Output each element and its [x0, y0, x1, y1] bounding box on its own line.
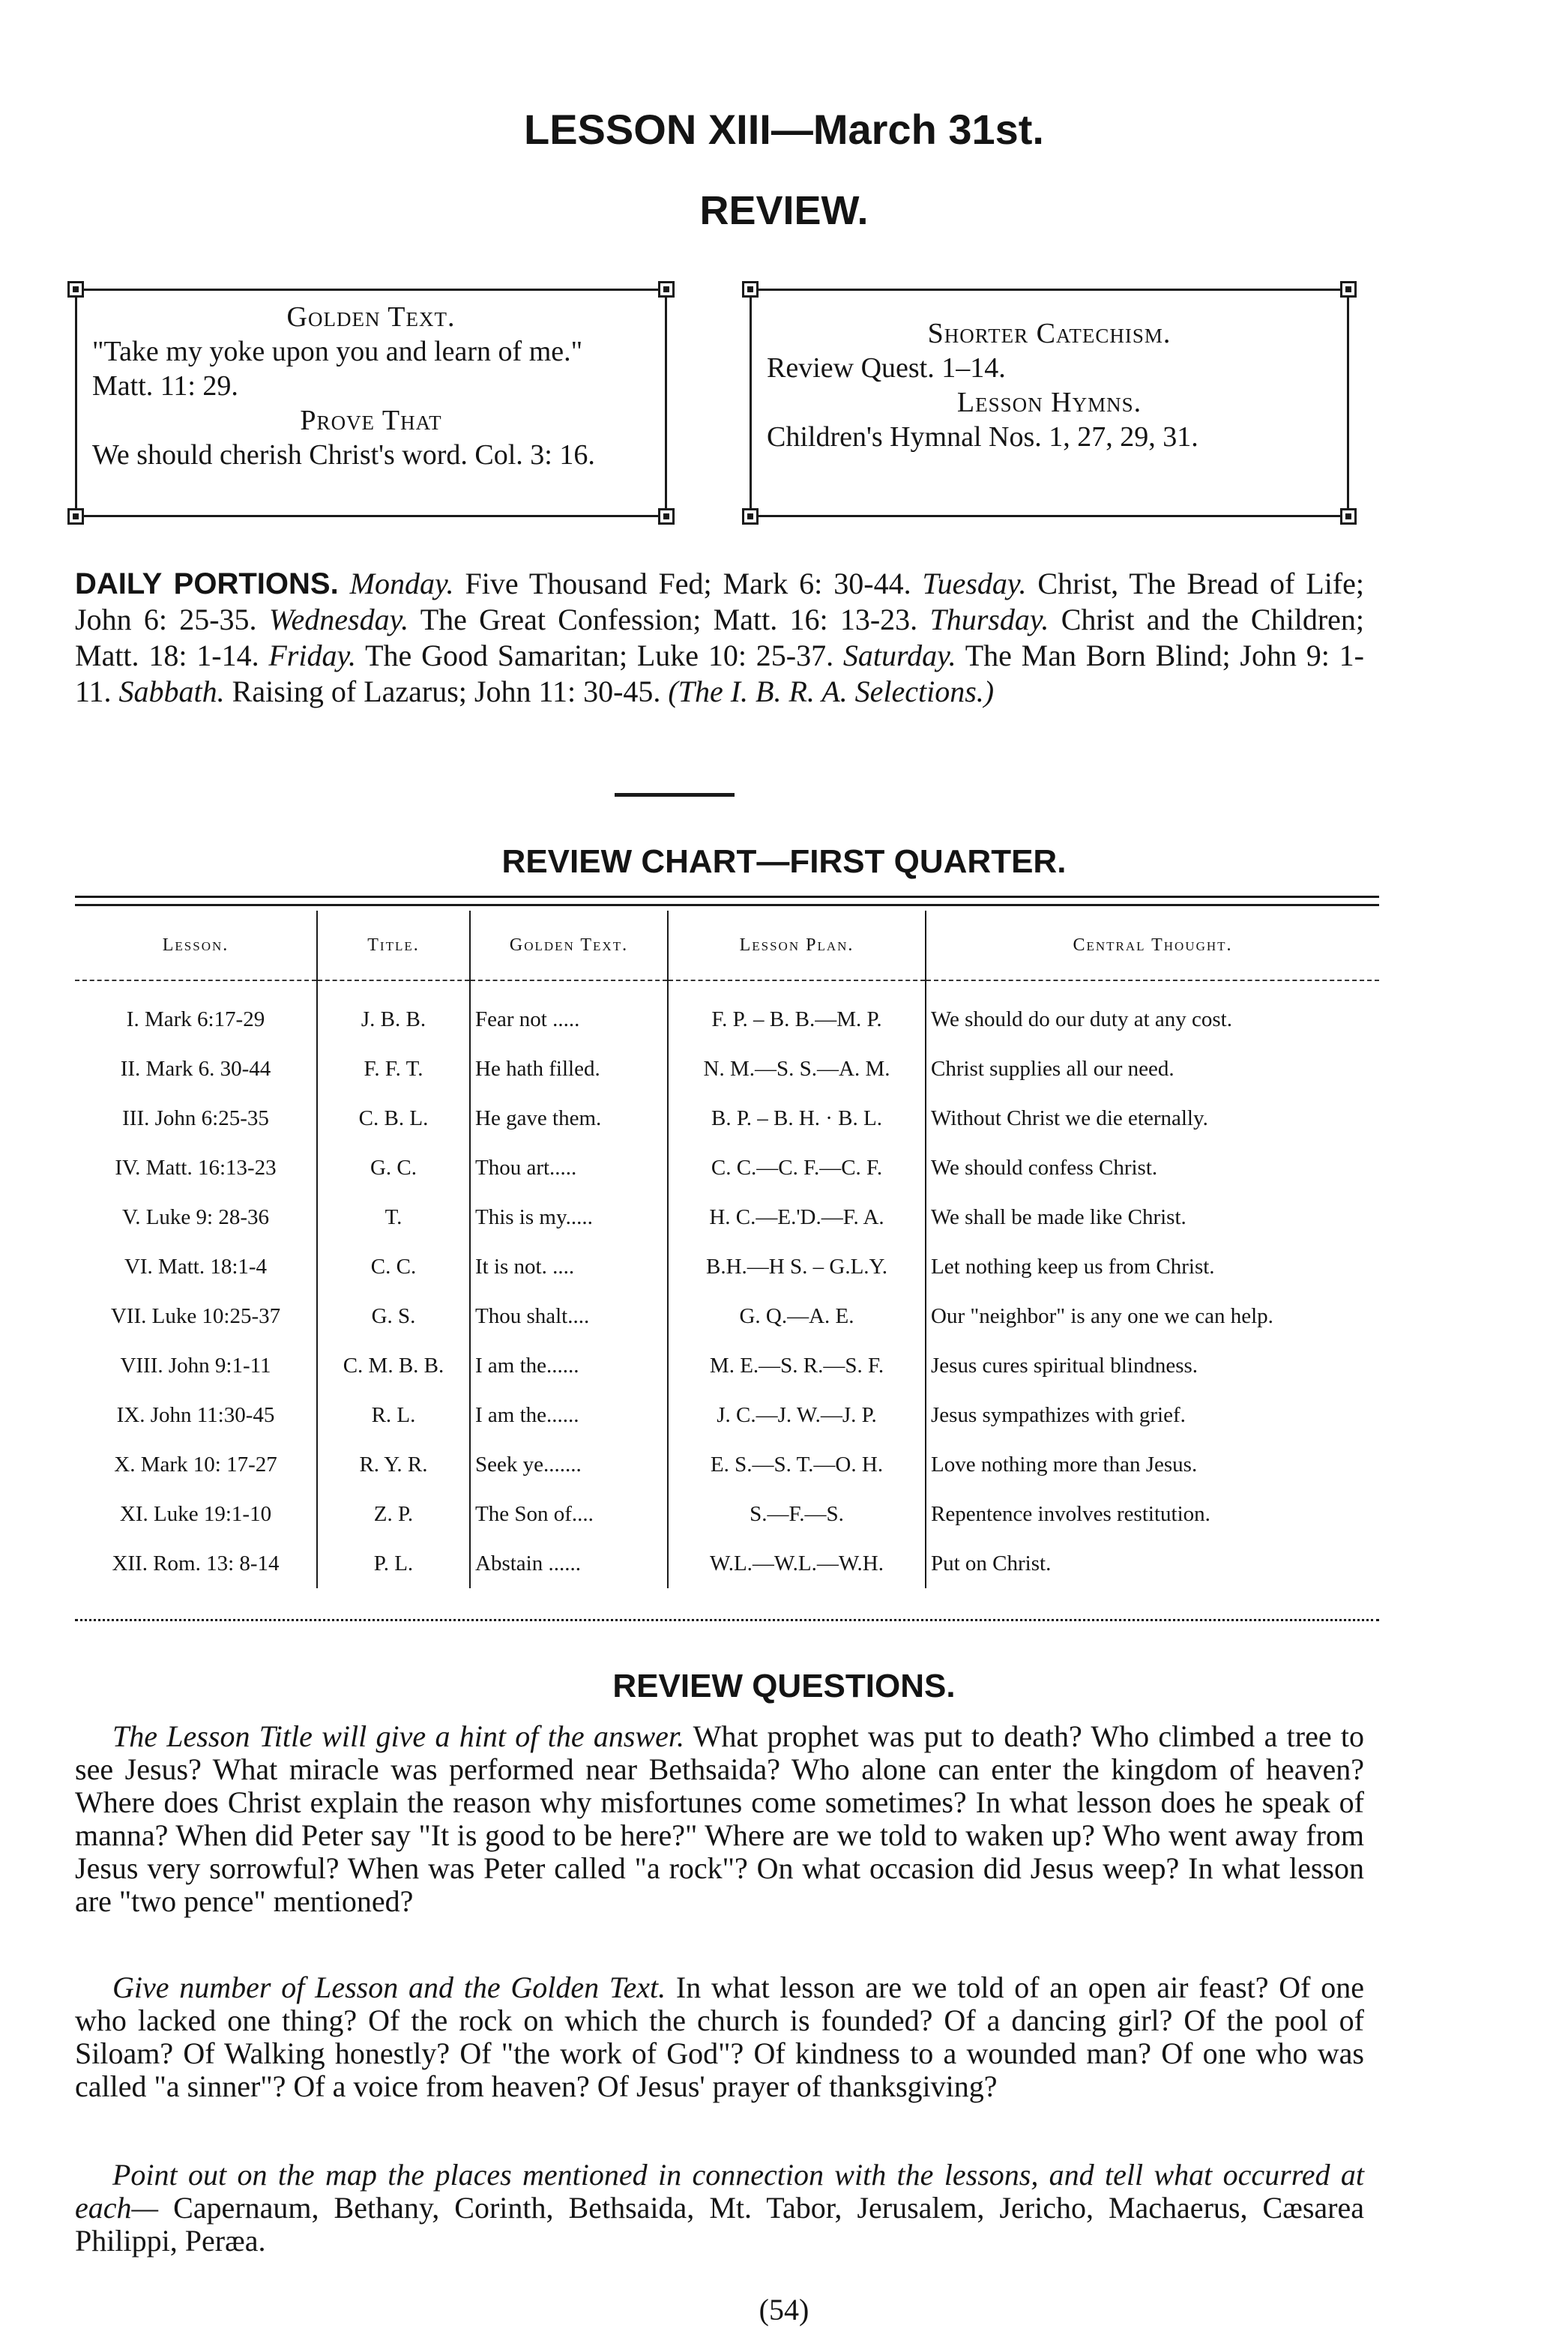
cell-central-thought: Without Christ we die eternally.	[926, 1094, 1379, 1143]
cell-title: C. B. L.	[317, 1094, 470, 1143]
day-name: Friday.	[268, 639, 357, 672]
cell-lesson: IV. Matt. 16:13-23	[115, 1155, 277, 1180]
cell-lesson: XI. Luke 19:1-10	[119, 1501, 272, 1526]
cell-golden-text: Thou shalt....	[470, 1291, 668, 1341]
paragraph-intro: The Lesson Title will give a hint of the answer.	[112, 1719, 685, 1753]
cell-central-thought: Our "neighbor" is any one we can help.	[926, 1291, 1379, 1341]
cell-title: Z. P.	[317, 1489, 470, 1539]
cell-lesson: I. Mark 6:17-29	[126, 1007, 265, 1031]
day-name: Monday.	[349, 567, 454, 600]
table-row	[75, 1192, 1379, 1242]
cell-central-thought: We should confess Christ.	[926, 1143, 1379, 1192]
cell-title: F. F. T.	[317, 1044, 470, 1094]
cell-lesson-plan: E. S.—S. T.—O. H.	[668, 1440, 926, 1489]
catechism-text: Review Quest. 1–14.	[767, 352, 1006, 384]
cell-central-thought: Christ supplies all our need.	[926, 1044, 1379, 1094]
cell-central-thought: Love nothing more than Jesus.	[926, 1440, 1379, 1489]
cell-lesson-plan: W.L.—W.L.—W.H.	[668, 1539, 926, 1588]
box-corner-ornament	[67, 281, 84, 298]
hymns-heading: Lesson Hymns.	[956, 387, 1142, 418]
section-divider	[615, 793, 735, 797]
cell-title: C. C.	[317, 1242, 470, 1291]
table-row	[75, 1539, 1379, 1588]
cell-central-thought: Put on Christ.	[926, 1539, 1379, 1588]
catechism-heading: Shorter Catechism.	[927, 318, 1172, 349]
cell-golden-text: The Son of....	[470, 1489, 668, 1539]
cell-title: R. Y. R.	[317, 1440, 470, 1489]
cell-golden-text: Thou art.....	[470, 1143, 668, 1192]
table-row	[75, 1242, 1379, 1291]
column-header-title: Title.	[317, 911, 470, 980]
cell-lesson-plan: N. M.—S. S.—A. M.	[668, 1044, 926, 1094]
box-corner-ornament	[1340, 281, 1357, 298]
cell-lesson-plan: B. P. – B. H. · B. L.	[668, 1094, 926, 1143]
day-text: The Man Born Blind; John 9: 1-11.	[75, 639, 1365, 708]
cell-central-thought: Let nothing keep us from Christ.	[926, 1242, 1379, 1291]
cell-lesson: IX. John 11:30-45	[116, 1402, 275, 1427]
day-text: Christ, The Bread of Life; John 6: 25-35.	[75, 567, 1365, 636]
cell-lesson-plan: H. C.—E.'D.—F. A.	[668, 1192, 926, 1242]
column-header-lesson: Lesson.	[75, 911, 317, 980]
table-row	[75, 1044, 1379, 1094]
cell-lesson-plan: G. Q.—A. E.	[668, 1291, 926, 1341]
daily-portions-label: DAILY PORTIONS.	[75, 567, 339, 600]
cell-lesson: VII. Luke 10:25-37	[110, 1303, 281, 1328]
cell-golden-text: Seek ye.......	[470, 1440, 668, 1489]
cell-title: C. M. B. B.	[317, 1341, 470, 1390]
box-corner-ornament	[1340, 508, 1357, 525]
table-row	[75, 1341, 1379, 1390]
cell-golden-text: He gave them.	[470, 1094, 668, 1143]
day-name: Wednesday.	[268, 603, 409, 636]
prove-that-text: We should cherish Christ's word. Col. 3: 16.	[92, 439, 595, 471]
chart-bottom-rule	[75, 1619, 1379, 1621]
cell-lesson-plan: S.—F.—S.	[668, 1489, 926, 1539]
prove-that-heading: Prove That	[300, 405, 442, 436]
cell-lesson: X. Mark 10: 17-27	[114, 1452, 277, 1477]
column-header-lesson-plan: Lesson Plan.	[668, 911, 926, 980]
cell-golden-text: He hath filled.	[470, 1044, 668, 1094]
cell-central-thought: Repentence involves restitution.	[926, 1489, 1379, 1539]
paragraph-intro: Give number of Lesson and the Golden Text.	[112, 1970, 666, 2004]
table-row	[75, 1489, 1379, 1539]
review-chart-body	[75, 980, 1379, 1588]
cell-title: P. L.	[317, 1539, 470, 1588]
table-row	[75, 1291, 1379, 1341]
cell-lesson: III. John 6:25-35	[122, 1106, 269, 1130]
box-corner-ornament	[67, 508, 84, 525]
lesson-title: LESSON XIII—March 31st.	[524, 106, 1044, 153]
daily-portions	[75, 566, 1364, 710]
cell-lesson-plan: F. P. – B. B.—M. P.	[668, 980, 926, 1044]
golden-text-reference: Matt. 11: 29.	[92, 370, 238, 402]
cell-title: G. S.	[317, 1291, 470, 1341]
review-questions-paragraph	[75, 1720, 1364, 1918]
box-corner-ornament	[742, 508, 759, 525]
cell-central-thought: We should do our duty at any cost.	[926, 980, 1379, 1044]
box-corner-ornament	[742, 281, 759, 298]
day-name: Sabbath.	[118, 675, 225, 708]
cell-central-thought: Jesus sympathizes with grief.	[926, 1390, 1379, 1440]
column-header-golden-text: Golden Text.	[470, 911, 668, 980]
box-corner-ornament	[658, 281, 675, 298]
cell-lesson: VI. Matt. 18:1-4	[124, 1254, 268, 1279]
paragraph-text: What prophet was put to death? Who climbed a tree to see Jesus? What miracle was performed near Bethsaida? Who alone can enter the kingdom of heaven? Where does Christ explain the reason why misfortunes come sometimes? In what lesson does he speak of manna? When did Peter say "It is good to be here?" Where are we told to waken up? Who went away from Jesus very sorrowful? When was Peter called "a rock"? On what occasion did Jesus weep? In what lesson are "two pence" mentioned?	[75, 1719, 1365, 1918]
day-name: Tuesday.	[922, 567, 1027, 600]
review-questions-paragraph	[75, 2159, 1364, 2258]
chart-top-rule	[75, 896, 1379, 906]
page-number: (54)	[759, 2293, 809, 2327]
golden-text-box	[75, 289, 667, 517]
cell-golden-text: I am the......	[470, 1390, 668, 1440]
hymns-text: Children's Hymnal Nos. 1, 27, 29, 31.	[767, 421, 1198, 453]
cell-lesson-plan: J. C.—J. W.—J. P.	[668, 1390, 926, 1440]
paragraph-text: In what lesson are we told of an open air feast? Of one who lacked one thing? Of the rock on which the church is founded? Of a dancing girl? Of the pool of Siloam? Of Walking honestly? Of "the work of God"? Of kindness to a wounded man? Of one who was called "a sinner"? Of a voice from heaven? Of Jesus' prayer of thanksgiving?	[75, 1970, 1365, 2103]
cell-lesson-plan: M. E.—S. R.—S. F.	[668, 1341, 926, 1390]
column-header-central-thought: Central Thought.	[926, 911, 1379, 980]
cell-title: G. C.	[317, 1143, 470, 1192]
review-questions-heading: REVIEW QUESTIONS.	[612, 1668, 956, 1704]
table-row	[75, 1440, 1379, 1489]
cell-lesson: V. Luke 9: 28-36	[121, 1204, 269, 1229]
table-row	[75, 1094, 1379, 1143]
day-name: Saturday.	[842, 639, 956, 672]
golden-text-quote-text: "Take my yoke upon you and learn of me."	[92, 336, 583, 367]
table-header-row	[75, 911, 1379, 980]
review-chart-table	[75, 911, 1379, 1588]
cell-lesson: XII. Rom. 13: 8-14	[112, 1551, 280, 1575]
day-text: The Great Confession; Matt. 16: 13-23.	[420, 603, 918, 636]
paragraph-intro: Point out on the map the places mentioned in connection with the lessons, and tell what occurred at each—	[75, 2158, 1364, 2225]
catechism-box	[750, 289, 1349, 517]
cell-lesson-plan: B.H.—H S. – G.L.Y.	[668, 1242, 926, 1291]
daily-portions-source: (The I. B. R. A. Selections.)	[668, 675, 995, 708]
golden-text-heading: Golden Text.	[286, 301, 456, 333]
table-row	[75, 1143, 1379, 1192]
table-row	[75, 1390, 1379, 1440]
paragraph-text: Capernaum, Bethany, Corinth, Bethsaida, Mt. Tabor, Jerusalem, Jericho, Machaerus, Cæsarea Philippi, Peræa.	[75, 2191, 1364, 2258]
cell-golden-text: Abstain ......	[470, 1539, 668, 1588]
cell-title: T.	[317, 1192, 470, 1242]
review-questions-paragraph	[75, 1971, 1364, 2103]
cell-golden-text: This is my.....	[470, 1192, 668, 1242]
cell-title: J. B. B.	[317, 980, 470, 1044]
cell-lesson: VIII. John 9:1-11	[120, 1353, 271, 1378]
cell-title: R. L.	[317, 1390, 470, 1440]
cell-central-thought: We shall be made like Christ.	[926, 1192, 1379, 1242]
day-text: Raising of Lazarus; John 11: 30-45.	[232, 675, 661, 708]
day-name: Thursday.	[929, 603, 1049, 636]
box-corner-ornament	[658, 508, 675, 525]
day-text: The Good Samaritan; Luke 10: 25-37.	[365, 639, 834, 672]
day-text: Five Thousand Fed; Mark 6: 30-44.	[465, 567, 911, 600]
table-row	[75, 980, 1379, 1044]
review-heading: REVIEW.	[699, 188, 869, 233]
cell-golden-text: I am the......	[470, 1341, 668, 1390]
cell-golden-text: Fear not .....	[470, 980, 668, 1044]
day-text: Christ and the Children; Matt. 18: 1-14.	[75, 603, 1365, 672]
cell-golden-text: It is not. ....	[470, 1242, 668, 1291]
cell-lesson-plan: C. C.—C. F.—C. F.	[668, 1143, 926, 1192]
golden-text-quote	[92, 334, 650, 403]
cell-lesson: II. Mark 6. 30-44	[120, 1056, 271, 1081]
cell-central-thought: Jesus cures spiritual blindness.	[926, 1341, 1379, 1390]
review-chart-heading: REVIEW CHART—FIRST QUARTER.	[501, 843, 1067, 880]
